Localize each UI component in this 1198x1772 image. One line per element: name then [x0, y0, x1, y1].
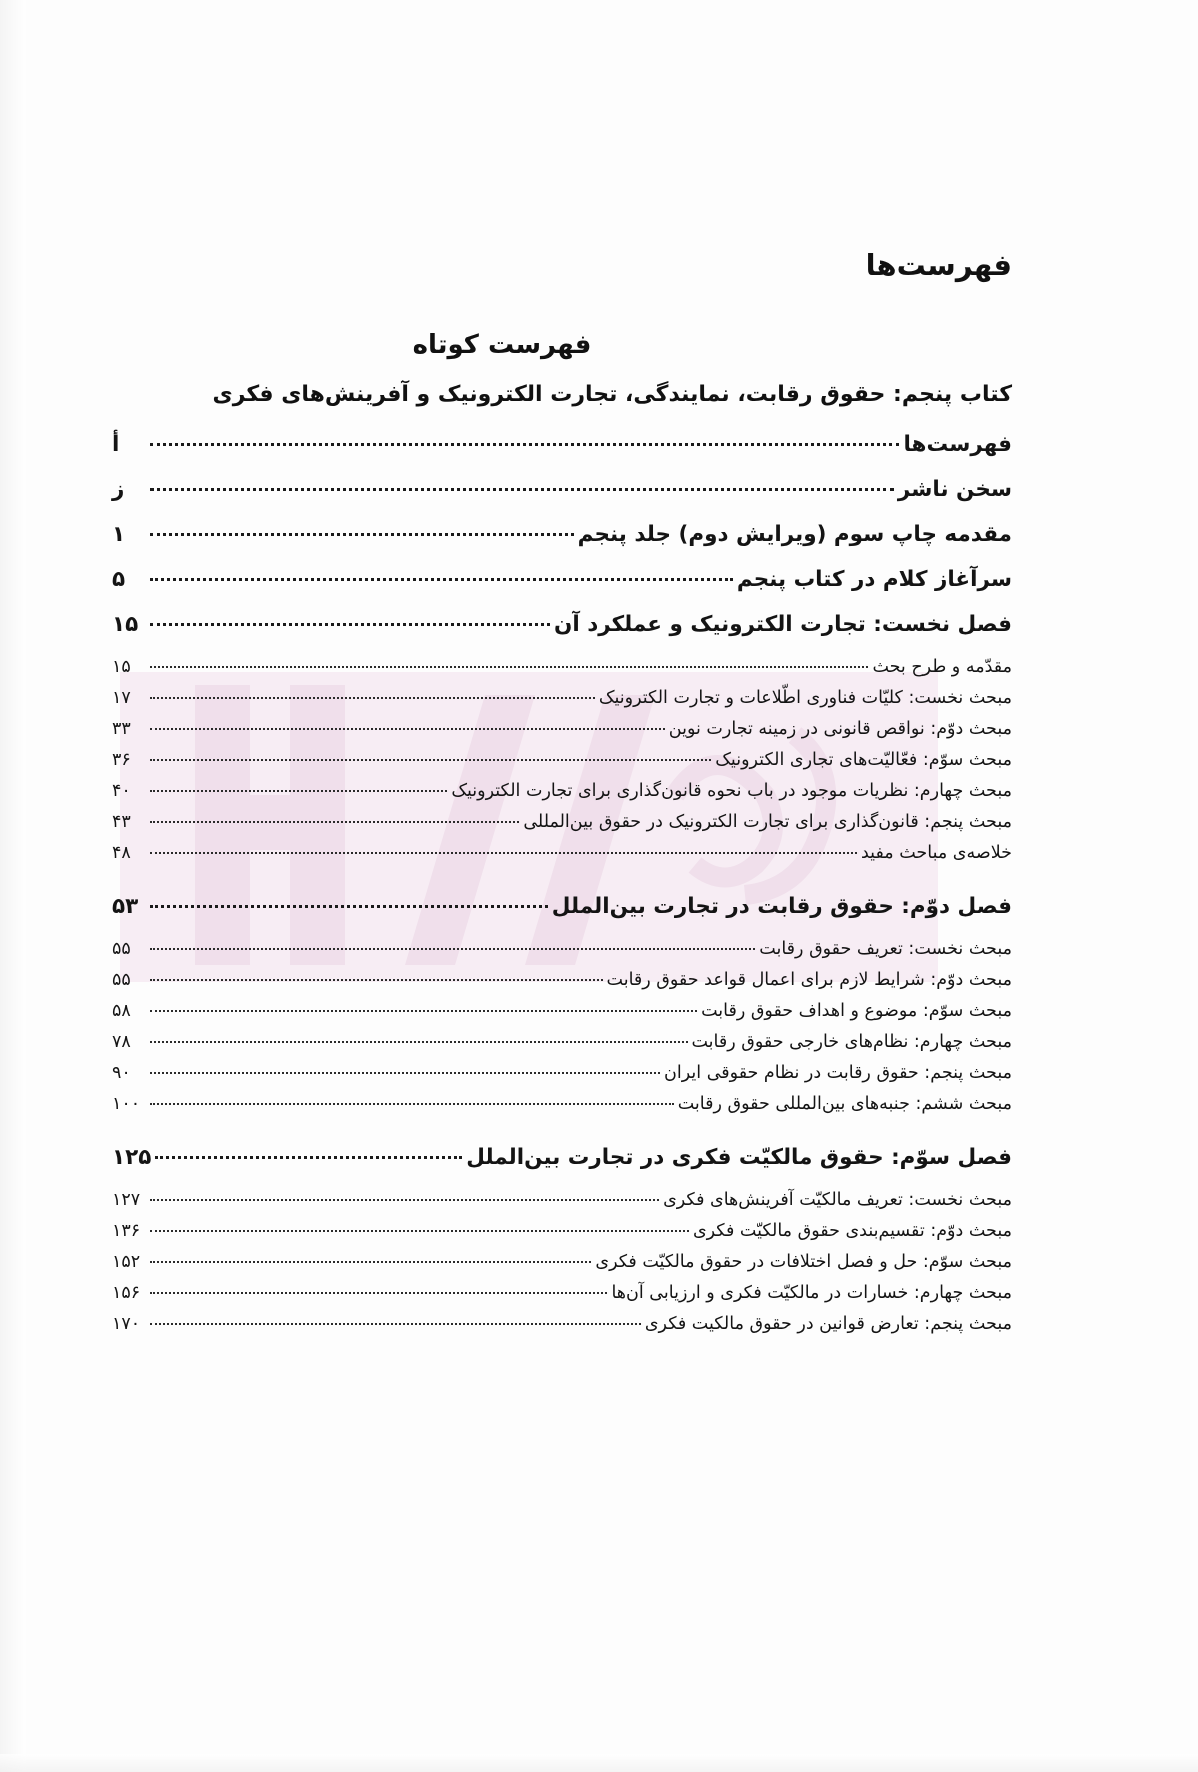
toc-entry[interactable]	[112, 894, 1012, 939]
toc-entry[interactable]	[112, 522, 1012, 567]
toc-entry-label: فصل دوّم: حقوق رقابت در تجارت بین‌الملل	[551, 894, 1012, 919]
toc-leader-dots	[150, 1199, 659, 1201]
toc-entry-page-number: ۱۵	[112, 612, 139, 637]
toc-entry-label: فصل نخست: تجارت الکترونیک و عملکرد آن	[554, 612, 1012, 637]
toc-entry-page-number: ۹۰	[112, 1063, 131, 1083]
toc-leader-dots	[150, 697, 595, 699]
toc-group-gap	[112, 874, 1012, 894]
toc-entry[interactable]	[112, 432, 1012, 477]
page-title: فهرست‌ها	[865, 248, 1012, 282]
toc-entry-page-number: ۱۰۰	[112, 1094, 141, 1114]
toc-entry[interactable]	[112, 1063, 1012, 1094]
toc-leader-dots	[150, 1010, 697, 1012]
toc-entry-label: مبحث پنجم: قانون‌گذاری برای تجارت الکترونیک در حقوق بین‌المللی	[523, 812, 1012, 832]
toc-entry-label: مبحث چهارم: نظریات موجود در باب نحوه قانون‌گذاری برای تجارت الکترونیک	[451, 781, 1012, 801]
toc-entry-page-number: ۴۰	[112, 781, 131, 801]
toc-leader-dots	[150, 728, 665, 730]
toc-entry[interactable]	[112, 1094, 1012, 1125]
toc-entry[interactable]	[112, 812, 1012, 843]
toc-entry[interactable]	[112, 939, 1012, 970]
toc-entry-page-number: ۱۵۲	[112, 1252, 141, 1272]
toc-leader-dots	[150, 1103, 674, 1105]
toc-entry-page-number: ۳۶	[112, 750, 131, 770]
toc-entry[interactable]	[112, 970, 1012, 1001]
toc-entry-page-number: ۵۵	[112, 939, 131, 959]
scan-left-edge-shadow	[0, 0, 26, 1772]
toc-leader-dots	[150, 623, 550, 626]
toc-leader-dots	[150, 1041, 688, 1043]
toc-entry-page-number: ۱۲۵	[112, 1145, 152, 1170]
toc-entry-label: خلاصه‌ی مباحث مفید	[860, 843, 1012, 863]
toc-entry[interactable]	[112, 1252, 1012, 1283]
toc-entry[interactable]	[112, 750, 1012, 781]
toc-entry[interactable]	[112, 1314, 1012, 1345]
toc-leader-dots	[155, 1156, 462, 1159]
toc-entry-label: مبحث پنجم: حقوق رقابت در نظام حقوقی ایران	[664, 1063, 1012, 1083]
toc-entry[interactable]	[112, 688, 1012, 719]
toc-leader-dots	[150, 979, 603, 981]
toc-entry-page-number: ۵	[112, 567, 126, 592]
toc-leader-dots	[150, 759, 711, 761]
toc-entry[interactable]	[112, 1145, 1012, 1190]
toc-leader-dots	[150, 533, 574, 536]
toc-entry-page-number: ۱۵	[112, 657, 131, 677]
toc-group-gap	[112, 1125, 1012, 1145]
toc-leader-dots	[150, 666, 868, 668]
toc-entry-page-number: ۱۳۶	[112, 1221, 141, 1241]
toc-entry[interactable]	[112, 1283, 1012, 1314]
toc-entry-label: فصل سوّم: حقوق مالکیّت فکری در تجارت بین‌الملل	[466, 1145, 1012, 1170]
toc-entry-label: مقدّمه و طرح بحث	[872, 657, 1012, 677]
toc-entry-label: مبحث ششم: جنبه‌های بین‌المللی حقوق رقابت	[677, 1094, 1012, 1114]
toc-leader-dots	[150, 443, 899, 446]
toc-entry-label: مبحث سوّم: حل و فصل اختلافات در حقوق مالکیّت فکری	[595, 1252, 1012, 1272]
toc-leader-dots	[150, 1230, 689, 1232]
toc-entry-label: مبحث دوّم: نواقص قانونی در زمینه تجارت نوین	[668, 719, 1012, 739]
toc-entry-page-number: ۱۷۰	[112, 1314, 141, 1334]
toc-leader-dots	[150, 578, 733, 581]
toc-leader-dots	[150, 1323, 641, 1325]
toc-entry-page-number: ز	[112, 477, 125, 502]
toc-entry[interactable]	[112, 1032, 1012, 1063]
toc-entry[interactable]	[112, 567, 1012, 612]
toc-entry[interactable]	[112, 719, 1012, 750]
toc-entry[interactable]	[112, 843, 1012, 874]
toc-entry-label: مبحث پنجم: تعارض قوانین در حقوق مالکیت فکری	[644, 1314, 1012, 1334]
toc-entry-label: سرآغاز کلام در کتاب پنجم	[736, 567, 1012, 592]
toc-leader-dots	[150, 488, 894, 491]
toc-entry-label: مبحث چهارم: خسارات در مالکیّت فکری و ارزیابی آن‌ها	[611, 1283, 1012, 1303]
toc-entry[interactable]	[112, 781, 1012, 812]
toc-leader-dots	[150, 1292, 607, 1294]
toc-leader-dots	[150, 852, 857, 854]
toc-entry-label: مقدمه چاپ سوم (ویرایش دوم) جلد پنجم	[577, 522, 1012, 547]
toc-entry-label: مبحث نخست: کلیّات فناوری اطّلاعات و تجارت الکترونیک	[598, 688, 1012, 708]
toc-entry-label: مبحث نخست: تعریف حقوق رقابت	[759, 939, 1012, 959]
toc-entry-page-number: أ	[112, 432, 120, 457]
toc-entry-page-number: ۱	[112, 522, 126, 547]
page-content	[112, 0, 1012, 1772]
toc-entry-page-number: ۴۸	[112, 843, 131, 863]
toc-entry-page-number: ۵۸	[112, 1001, 131, 1021]
book-title: کتاب پنجم: حقوق رقابت، نمایندگی، تجارت الکترونیک و آفرینش‌های فکری	[212, 382, 1012, 407]
toc-leader-dots	[150, 948, 755, 950]
toc-entry[interactable]	[112, 1001, 1012, 1032]
toc-entry-label: فهرست‌ها	[903, 432, 1012, 457]
toc-leader-dots	[150, 821, 519, 823]
toc-entry-page-number: ۱۵۶	[112, 1283, 141, 1303]
toc-entry[interactable]	[112, 1190, 1012, 1221]
toc-entry-label: مبحث چهارم: نظام‌های خارجی حقوق رقابت	[691, 1032, 1012, 1052]
toc-entry-label: مبحث سوّم: فعّالیّت‌های تجاری الکترونیک	[715, 750, 1012, 770]
toc-entry-page-number: ۳۳	[112, 719, 131, 739]
toc-leader-dots	[150, 1072, 660, 1074]
table-of-contents	[112, 432, 1012, 1345]
toc-entry-label: مبحث سوّم: موضوع و اهداف حقوق رقابت	[701, 1001, 1012, 1021]
toc-leader-dots	[150, 1261, 591, 1263]
toc-entry-page-number: ۷۸	[112, 1032, 131, 1052]
toc-entry-page-number: ۵۳	[112, 894, 139, 919]
toc-entry-page-number: ۵۵	[112, 970, 131, 990]
toc-leader-dots	[150, 790, 447, 792]
toc-entry-label: سخن ناشر	[897, 477, 1012, 502]
toc-entry[interactable]	[112, 477, 1012, 522]
toc-leader-dots	[150, 905, 548, 908]
toc-entry-page-number: ۱۷	[112, 688, 131, 708]
toc-entry-label: مبحث دوّم: تقسیم‌بندی حقوق مالکیّت فکری	[692, 1221, 1012, 1241]
toc-entry[interactable]	[112, 657, 1012, 688]
toc-entry-label: مبحث نخست: تعریف مالکیّت آفرینش‌های فکری	[663, 1190, 1012, 1210]
toc-entry-label: مبحث دوّم: شرایط لازم برای اعمال قواعد حقوق رقابت	[606, 970, 1012, 990]
page-subtitle: فهرست کوتاه	[412, 330, 592, 360]
toc-entry-page-number: ۱۲۷	[112, 1190, 141, 1210]
toc-entry[interactable]	[112, 612, 1012, 657]
toc-entry[interactable]	[112, 1221, 1012, 1252]
toc-entry-page-number: ۴۳	[112, 812, 131, 832]
